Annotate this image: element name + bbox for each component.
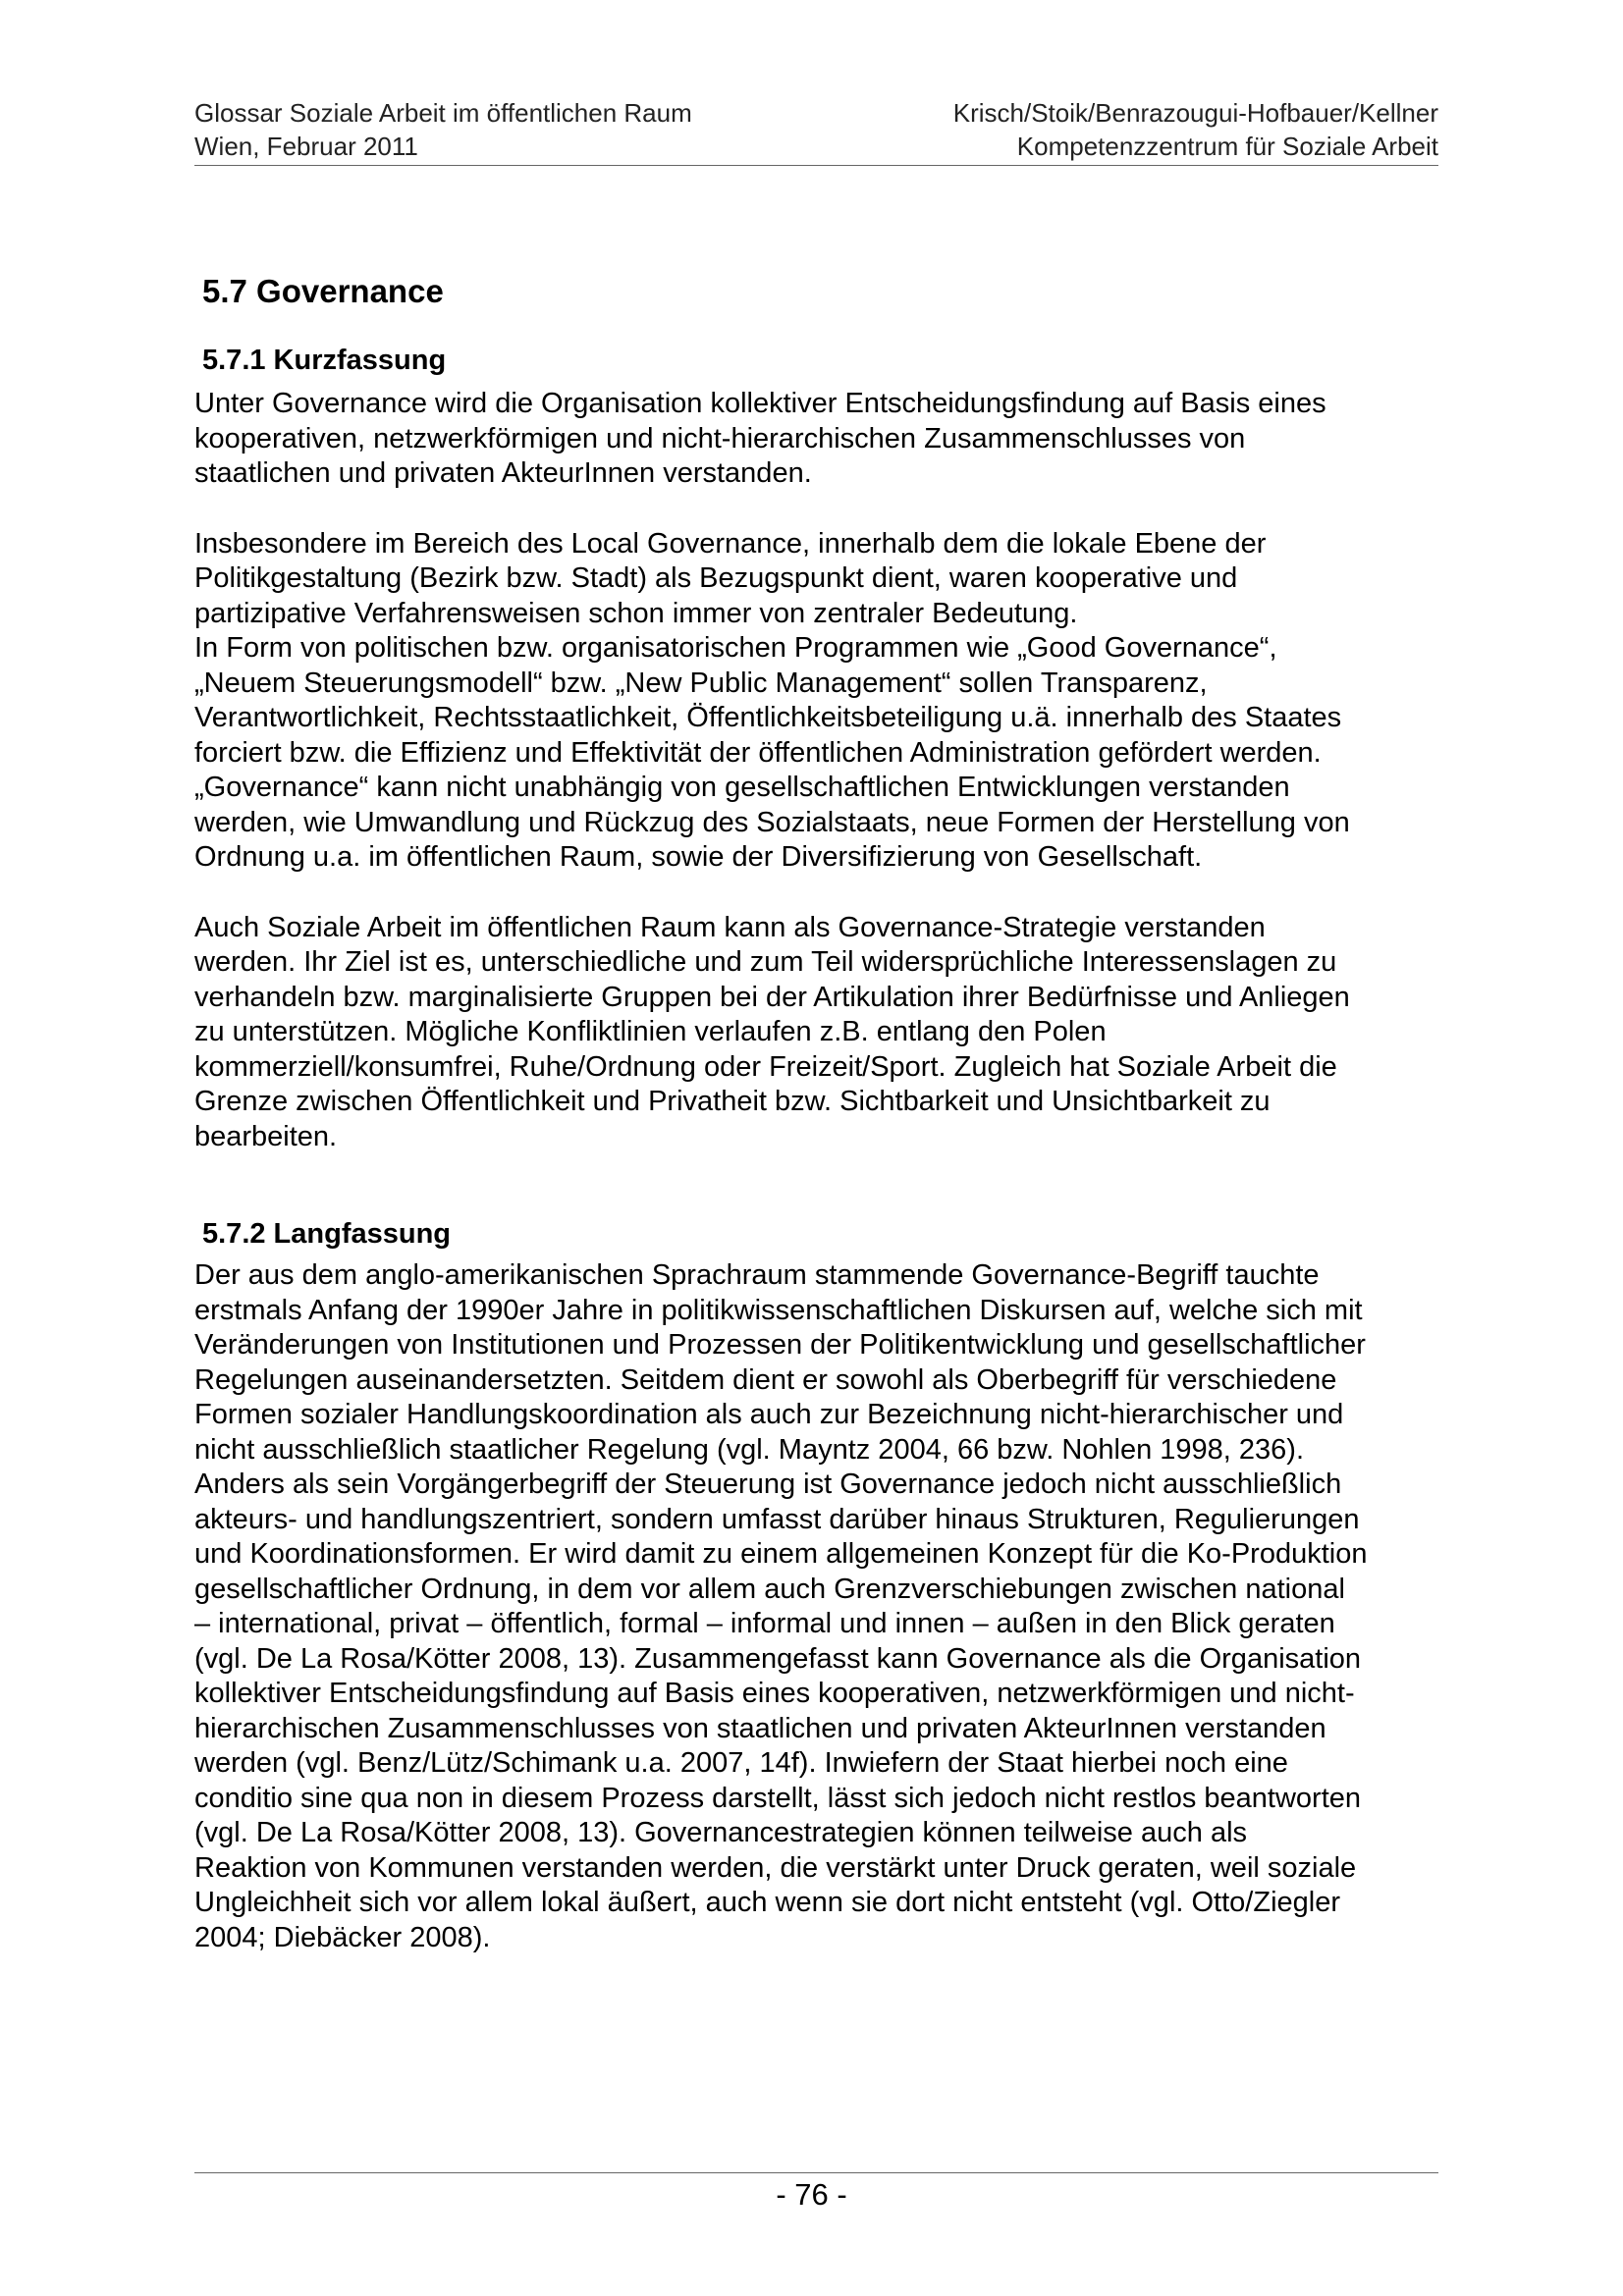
text-line: akteurs- und handlungszentriert, sondern umfasst darüber hinaus Strukturen, Regulierungen — [194, 1503, 1360, 1535]
text-line: Regelungen auseinandersetzten. Seitdem dient er sowohl als Oberbegriff für verschiedene — [194, 1363, 1337, 1396]
text-line: – international, privat – öffentlich, formal – informal und innen – außen in den Blick geraten — [194, 1608, 1335, 1639]
text-line: werden, wie Umwandlung und Rückzug des Sozialstaats, neue Formen der Herstellung von — [194, 806, 1350, 838]
header-authors: Krisch/Stoik/Benrazougui-Hofbauer/Kellner — [952, 98, 1438, 128]
text-line: erstmals Anfang der 1990er Jahre in politikwissenschaftlichen Diskursen auf, welche sich mit — [194, 1294, 1363, 1326]
header-divider — [194, 165, 1438, 166]
text-line: verhandeln bzw. marginalisierte Gruppen bei der Artikulation ihrer Bedürfnisse und Anliegen — [194, 981, 1350, 1013]
text-line: Politikgestaltung (Bezirk bzw. Stadt) als Bezugspunkt dient, waren kooperative und — [194, 562, 1238, 594]
text-line: (vgl. De La Rosa/Kötter 2008, 13). Zusammengefasst kann Governance als die Organisation — [194, 1642, 1362, 1675]
text-line: staatlichen und privaten AkteurInnen verstanden. — [194, 457, 812, 489]
header-left — [194, 96, 692, 163]
text-line: Anders als sein Vorgängerbegriff der Steuerung ist Governance jedoch nicht ausschließlich — [194, 1468, 1342, 1500]
text-line: conditio sine qua non in diesem Prozess darstellt, lässt sich jedoch nicht restlos beantworten — [194, 1782, 1362, 1814]
text-line: partizipative Verfahrensweisen schon immer von zentraler Bedeutung. — [194, 597, 1078, 629]
text-line: Formen sozialer Handlungskoordination als auch zur Bezeichnung nicht-hierarchischer und — [194, 1399, 1344, 1430]
text-line: und Koordinationsformen. Er wird damit zu einem allgemeinen Konzept für die Ko-Produktion — [194, 1538, 1368, 1570]
text-line: „Neuem Steuerungsmodell“ bzw. „New Public Management“ sollen Transparenz, — [194, 667, 1208, 699]
text-line: Der aus dem anglo-amerikanischen Sprachraum stammende Governance-Begriff tauchte — [194, 1259, 1320, 1291]
text-line: bearbeiten. — [194, 1120, 338, 1152]
text-line: kollektiver Entscheidungsfindung auf Basis eines kooperativen, netzwerkförmigen und nicht- — [194, 1678, 1355, 1709]
paragraph-gap — [194, 876, 1471, 911]
text-line: Insbesondere im Bereich des Local Governance, innerhalb dem die lokale Ebene der — [194, 527, 1267, 560]
text-line: kooperativen, netzwerkförmigen und nicht-hierarchischen Zusammenschlusses von — [194, 422, 1246, 454]
text-line: kommerziell/konsumfrei, Ruhe/Ordnung oder Freizeit/Sport. Zugleich hat Soziale Arbeit die — [194, 1050, 1337, 1083]
page-number: - 76 - — [776, 2177, 847, 2212]
kurzfassung-body — [194, 387, 1471, 1154]
text-line: forciert bzw. die Effizienz und Effektivität der öffentlichen Administration gefördert werden. — [194, 736, 1322, 769]
header-publication-title: Glossar Soziale Arbeit im öffentlichen Raum — [194, 98, 692, 128]
section-title: 5.7 Governance — [202, 273, 444, 309]
text-line: gesellschaftlicher Ordnung, in dem vor allem auch Grenzverschiebungen zwischen national — [194, 1573, 1345, 1605]
text-line: Unter Governance wird die Organisation kollektiver Entscheidungsfindung auf Basis eines — [194, 388, 1326, 419]
text-line: Ordnung u.a. im öffentlichen Raum, sowie der Diversifizierung von Gesellschaft. — [194, 841, 1203, 873]
footer-divider — [194, 2172, 1438, 2173]
text-line: Veränderungen von Institutionen und Prozessen der Politikentwicklung und gesellschaftlicher — [194, 1329, 1366, 1361]
text-line: „Governance“ kann nicht unabhängig von gesellschaftlichen Entwicklungen verstanden — [194, 772, 1290, 803]
kurzfassung-heading: 5.7.1 Kurzfassung — [202, 345, 447, 376]
text-line: Verantwortlichkeit, Rechtsstaatlichkeit, Öffentlichkeitsbeteiligung u.ä. innerhalb des Staates — [194, 702, 1342, 733]
text-line: 2004; Diebäcker 2008). — [194, 1921, 491, 1953]
text-line: Auch Soziale Arbeit im öffentlichen Raum kann als Governance-Strategie verstanden — [194, 911, 1266, 943]
text-line: zu unterstützen. Mögliche Konfliktlinien verlaufen z.B. entlang den Polen — [194, 1016, 1107, 1047]
text-line: werden. Ihr Ziel ist es, unterschiedliche und zum Teil widersprüchliche Interessenslagen zu — [194, 946, 1337, 978]
paragraph-gap — [194, 492, 1471, 527]
text-line: (vgl. De La Rosa/Kötter 2008, 13). Governancestrategien können teilweise auch als — [194, 1817, 1248, 1848]
text-line: hierarchischen Zusammenschlusses von staatlichen und privaten AkteurInnen verstanden — [194, 1712, 1326, 1744]
text-line: nicht ausschließlich staatlicher Regelung (vgl. Mayntz 2004, 66 bzw. Nohlen 1998, 236). — [194, 1433, 1305, 1466]
header-right — [953, 96, 1438, 163]
langfassung-heading: 5.7.2 Langfassung — [202, 1218, 452, 1250]
text-line: Ungleichheit sich vor allem lokal äußert, auch wenn sie dort nicht entsteht (vgl. Otto/Ziegler — [194, 1887, 1340, 1918]
langfassung-body — [194, 1258, 1471, 1955]
text-line: In Form von politischen bzw. organisatorischen Programmen wie „Good Governance“, — [194, 632, 1277, 664]
text-line: Grenze zwischen Öffentlichkeit und Privatheit bzw. Sichtbarkeit und Unsichtbarkeit zu — [194, 1086, 1271, 1117]
header-date: Wien, Februar 2011 — [194, 132, 418, 161]
text-line: Reaktion von Kommunen verstanden werden, die verstärkt unter Druck geraten, weil soziale — [194, 1851, 1357, 1884]
header-institution: Kompetenzzentrum für Soziale Arbeit — [1016, 132, 1438, 161]
text-line: werden (vgl. Benz/Lütz/Schimank u.a. 2007, 14f). Inwiefern der Staat hierbei noch eine — [194, 1747, 1288, 1779]
